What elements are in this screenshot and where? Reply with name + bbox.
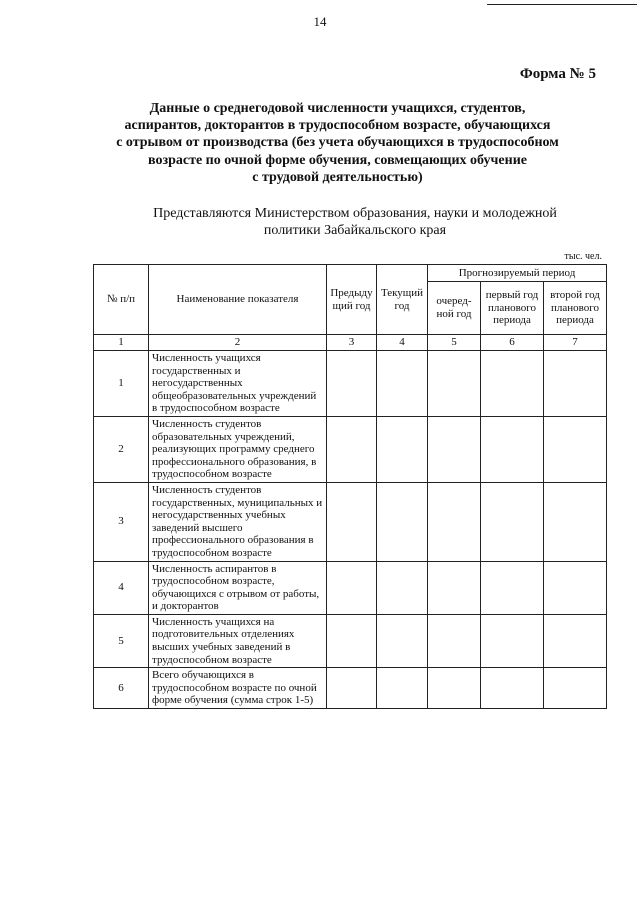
current-year-cell[interactable] (377, 561, 428, 614)
row-number: 5 (94, 614, 149, 667)
plan-year-1-cell[interactable] (481, 668, 544, 709)
indicator-name: Всего обучающихся в трудоспособном возрасте по очной форме обучения (сумма строк 1-5) (149, 668, 327, 709)
title-line: с отрывом от производства (без учета обучающихся в трудоспособном (116, 135, 559, 151)
next-year-cell[interactable] (428, 668, 481, 709)
table-row (94, 668, 607, 709)
column-number: 6 (481, 335, 544, 351)
next-year-cell[interactable] (428, 561, 481, 614)
header-prev-year: Предыду щий год (327, 265, 377, 335)
plan-year-2-cell[interactable] (544, 351, 607, 417)
prev-year-cell[interactable] (327, 668, 377, 709)
header-current-year: Текущий год (377, 265, 428, 335)
column-number: 7 (544, 335, 607, 351)
units-label: тыс. чел. (564, 251, 602, 262)
page-number: 14 (313, 14, 327, 29)
header-num: № п/п (94, 265, 149, 335)
plan-year-2-cell[interactable] (544, 561, 607, 614)
table-row (94, 614, 607, 667)
title-line: аспирантов, докторантов в трудоспособном возрасте, обучающихся (124, 118, 551, 134)
row-number: 6 (94, 668, 149, 709)
presented-by (140, 205, 570, 239)
next-year-cell[interactable] (428, 416, 481, 482)
current-year-cell[interactable] (377, 482, 428, 561)
header-name: Наименование показателя (149, 265, 327, 335)
top-rule (487, 4, 637, 5)
indicator-name: Численность аспирантов в трудоспособном возрасте, обучающихся с отрывом от работы, и докторантов (149, 561, 327, 614)
row-number: 4 (94, 561, 149, 614)
prev-year-cell[interactable] (327, 561, 377, 614)
prev-year-cell[interactable] (327, 351, 377, 417)
current-year-cell[interactable] (377, 351, 428, 417)
plan-year-2-cell[interactable] (544, 668, 607, 709)
table-row (94, 561, 607, 614)
row-number: 3 (94, 482, 149, 561)
document-title (100, 100, 575, 186)
column-number: 2 (149, 335, 327, 351)
column-number-row (94, 335, 607, 351)
plan-year-2-cell[interactable] (544, 614, 607, 667)
presented-by-line: Представляются Министерством образования, науки и молодежной (153, 206, 557, 221)
title-line: с трудовой деятельностью) (252, 169, 423, 185)
column-number: 4 (377, 335, 428, 351)
indicator-name: Численность студентов образовательных учреждений, реализующих программу среднего профессионального образования, в трудоспособном возрасте (149, 416, 327, 482)
presented-by-line: политики Забайкальского края (263, 223, 447, 238)
table-row (94, 351, 607, 417)
data-table (93, 264, 607, 709)
table-row (94, 416, 607, 482)
table-row (94, 482, 607, 561)
row-number: 1 (94, 351, 149, 417)
plan-year-2-cell[interactable] (544, 482, 607, 561)
header-plan-year-2: второй год планового периода (544, 282, 607, 335)
plan-year-2-cell[interactable] (544, 416, 607, 482)
next-year-cell[interactable] (428, 614, 481, 667)
indicator-name: Численность студентов государственных, муниципальных и негосударственных учебных заведений высшего профессионального образования в трудоспособном возрасте (149, 482, 327, 561)
next-year-cell[interactable] (428, 482, 481, 561)
next-year-cell[interactable] (428, 351, 481, 417)
title-line: Данные о среднегодовой численности учащихся, студентов, (149, 101, 526, 116)
indicator-name: Численность учащихся государственных и негосударственных общеобразовательных учреждений в трудоспособном возрасте (149, 351, 327, 417)
plan-year-1-cell[interactable] (481, 614, 544, 667)
current-year-cell[interactable] (377, 614, 428, 667)
header-plan-year-1: первый год планового периода (481, 282, 544, 335)
current-year-cell[interactable] (377, 668, 428, 709)
header-row (94, 265, 607, 282)
prev-year-cell[interactable] (327, 614, 377, 667)
indicator-name: Численность учащихся на подготовительных отделениях высших учебных заведений в трудоспособном возрасте (149, 614, 327, 667)
column-number: 3 (327, 335, 377, 351)
plan-year-1-cell[interactable] (481, 351, 544, 417)
title-line: возрасте по очной форме обучения, совмещающих обучение (148, 152, 527, 168)
current-year-cell[interactable] (377, 416, 428, 482)
plan-year-1-cell[interactable] (481, 561, 544, 614)
column-number: 1 (94, 335, 149, 351)
prev-year-cell[interactable] (327, 416, 377, 482)
plan-year-1-cell[interactable] (481, 416, 544, 482)
header-next-year: очеред- ной год (428, 282, 481, 335)
form-label: Форма № 5 (519, 66, 596, 82)
plan-year-1-cell[interactable] (481, 482, 544, 561)
header-forecast: Прогнозируемый период (428, 265, 607, 282)
column-number: 5 (428, 335, 481, 351)
prev-year-cell[interactable] (327, 482, 377, 561)
row-number: 2 (94, 416, 149, 482)
